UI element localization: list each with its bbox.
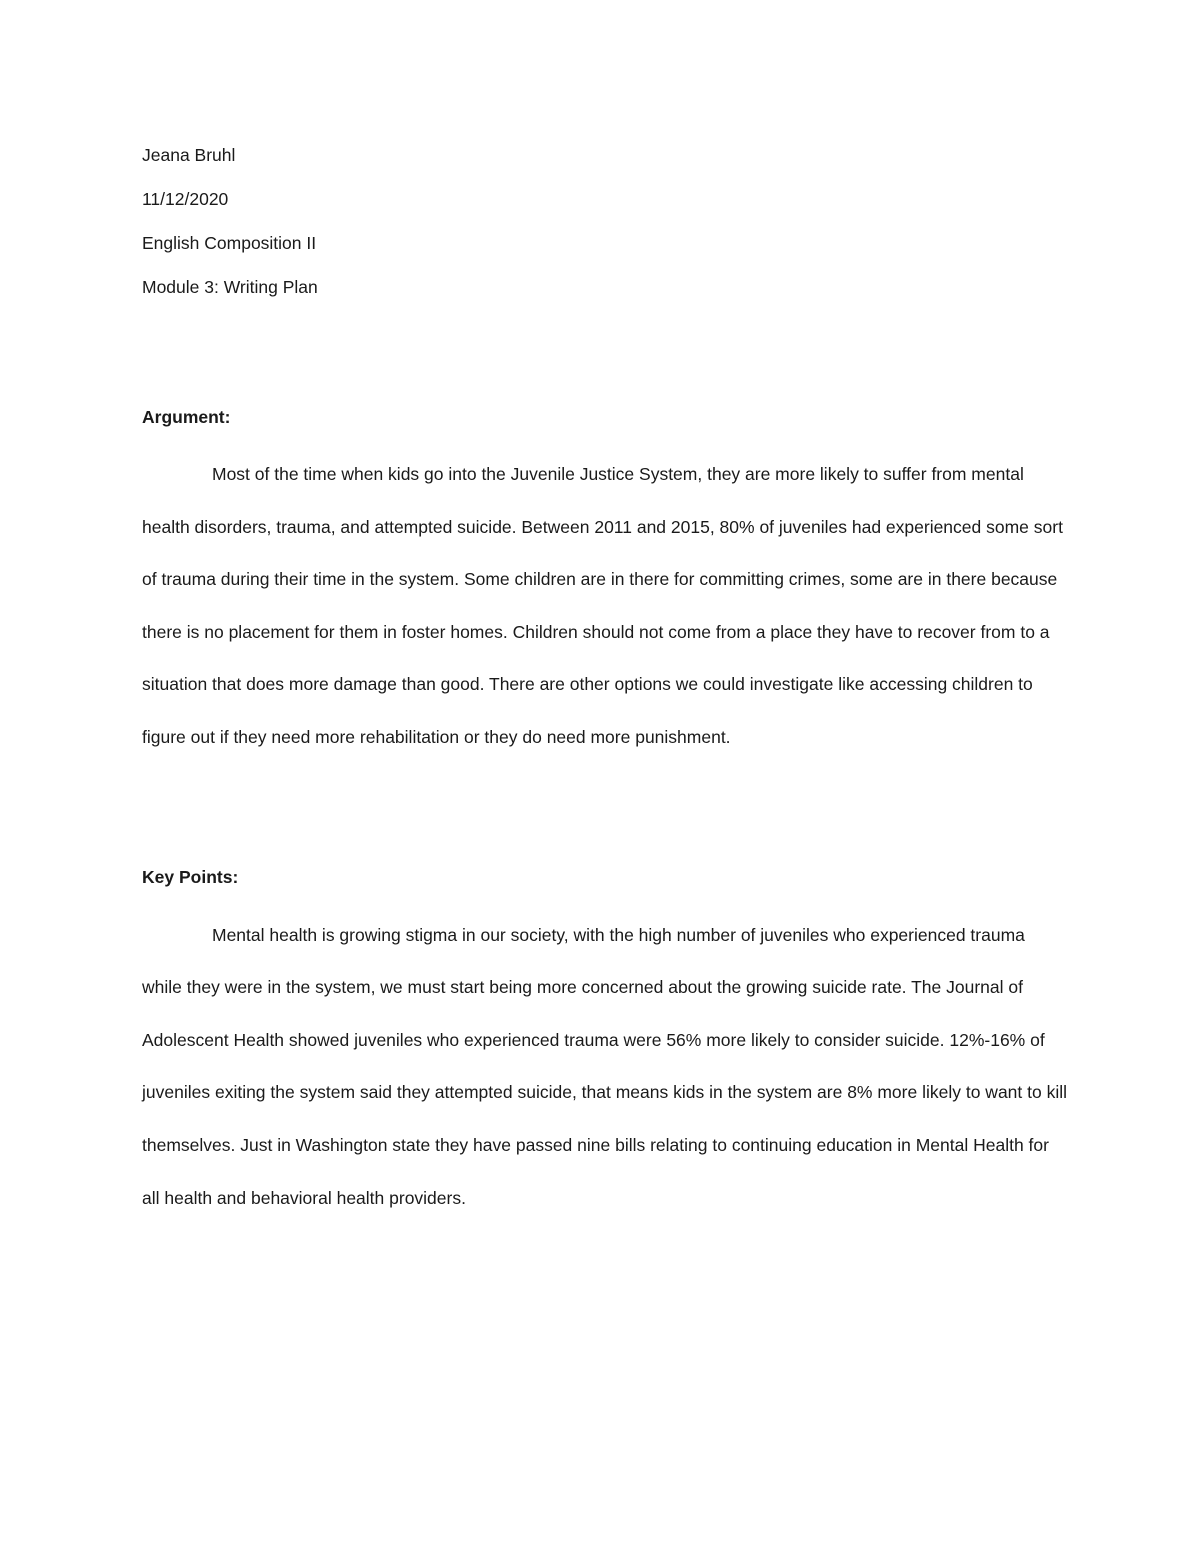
document-content xyxy=(142,140,1067,1224)
author-name: Jeana Bruhl xyxy=(142,145,236,165)
document-date: 11/12/2020 xyxy=(142,189,229,209)
argument-paragraph: Most of the time when kids go into the Juvenile Justice System, they are more likely to suffer from mental health disorders, trauma, and attempted suicide. Between 2011 and 2015, 80% of juveniles had experienced some sort of trauma during their time in the system. Some children are in there for committing crimes, some are in there because there is no placement for them in foster homes. Children should not come from a place they have to recover from to a situation that does more damage than good. There are other options we could investigate like accessing children to figure out if they need more rehabilitation or they do need more punishment. xyxy=(142,464,1063,747)
key-points-heading: Key Points: xyxy=(142,866,239,887)
assignment-title: Module 3: Writing Plan xyxy=(142,277,318,297)
course-name: English Composition II xyxy=(142,233,317,253)
argument-heading: Argument: xyxy=(142,407,231,427)
key-points-paragraph: Mental health is growing stigma in our society, with the high number of juveniles who experienced trauma while they were in the system, we must start being more concerned about the growing suicide rate. The Journal of Adolescent Health showed juveniles who experienced trauma were 56% more likely to consider suicide. 12%-16% of juveniles exiting the system said they attempted suicide, that means kids in the system are 8% more likely to want to kill themselves. Just in Washington state they have passed nine bills relating to continuing education in Mental Health for all health and behavioral health providers. xyxy=(142,924,1068,1208)
